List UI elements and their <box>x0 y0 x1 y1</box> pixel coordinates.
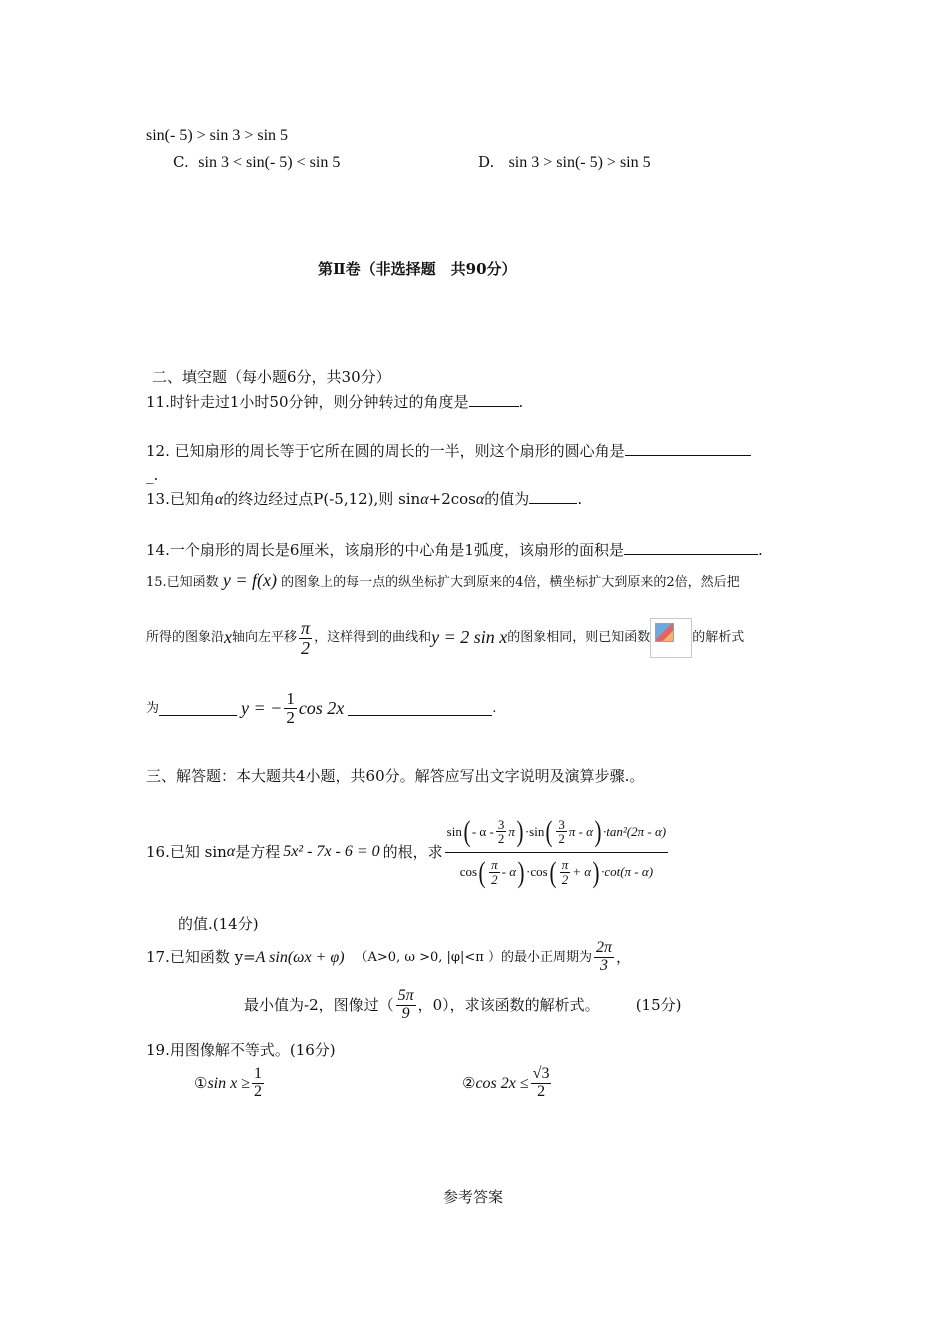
question-15-prefix: 15.已知函数 <box>146 575 219 590</box>
question-13-middle: 的终边经过点P(-5,12),则 sin <box>223 490 421 508</box>
paren-left: ( <box>549 855 557 889</box>
period-fraction <box>594 940 614 975</box>
question-13-end: . <box>577 490 583 508</box>
paren-right: ) <box>594 815 602 848</box>
inequality-1 <box>194 1066 266 1101</box>
fraction-numerator: 1 <box>286 689 295 708</box>
question-15-line-2e: 的解析式 <box>692 630 745 646</box>
answer-expression-15 <box>241 690 344 727</box>
question-12-text: 12. 已知扇形的周长等于它所在圆的周长的一半，则这个扇形的圆心角是 <box>146 442 625 460</box>
question-17-score: (15分) <box>635 996 682 1015</box>
circled-one: ① <box>194 1074 208 1093</box>
fraction-numerator: π <box>561 857 569 873</box>
choice-d <box>478 153 651 172</box>
answer-blank-13 <box>529 502 577 504</box>
fraction-pi-over-2 <box>560 858 571 886</box>
question-11-text: 11.时针走过1小时50分钟，则分钟转过的角度是 <box>146 393 469 411</box>
question-17-prefix: 17.已知函数 y= <box>146 948 256 967</box>
tan-term: ·tan²(2π - α) <box>603 823 667 839</box>
question-16 <box>146 816 670 888</box>
fraction-one-half <box>284 690 297 727</box>
cos-func: cos <box>459 864 478 880</box>
arg-part: π - α <box>568 823 594 839</box>
paren-right: ) <box>592 855 600 889</box>
choice-c-expression: sin 3 < sin(- 5) < sin 5 <box>198 154 341 171</box>
choice-c <box>173 153 340 172</box>
arg-part: - α - <box>471 823 494 839</box>
comma: ， <box>615 948 631 967</box>
fraction-denominator: 2 <box>537 1082 546 1100</box>
question-15-line-2d: 的图象相同，则已知函数 <box>507 630 651 646</box>
question-15-line-1-rest: 的图象上的每一点的纵坐标扩大到原来的4倍，横坐标扩大到原来的2倍，然后把 <box>281 575 740 590</box>
question-15-line-3 <box>146 690 496 727</box>
question-14 <box>146 541 763 559</box>
question-16-post: 的根，求 <box>382 843 443 861</box>
fraction-numerator: 5π <box>397 987 414 1004</box>
point-fraction <box>396 988 416 1023</box>
pi-symbol: π <box>508 823 515 839</box>
fraction-numerator: 2π <box>595 939 612 956</box>
question-15-line-3-end: . <box>492 700 497 716</box>
answer-blank-15a <box>159 714 237 716</box>
alpha-symbol: α <box>214 491 224 508</box>
fraction-three-halves <box>496 818 507 846</box>
fraction-denominator: 2 <box>558 831 565 847</box>
question-14-text: 14.一个扇形的周长是6厘米，该扇形的中心角是1弧度，该扇形的面积是 <box>146 541 624 559</box>
arg-part: + α <box>572 864 592 880</box>
answer-blank-14 <box>624 553 758 555</box>
cot-term: ·cot(π - α) <box>601 864 654 880</box>
question-19: 19.用图像解不等式。(16分) <box>146 1041 336 1059</box>
fraction-denominator: 9 <box>401 1004 410 1022</box>
paren-left: ( <box>463 815 471 848</box>
question-12 <box>146 442 751 460</box>
fraction-numerator: π <box>301 617 311 638</box>
question-17-line-2 <box>244 988 681 1023</box>
function-asin: A sin(ωx + φ) <box>255 948 345 966</box>
fraction-pi-over-2 <box>299 619 312 658</box>
fraction-one-half <box>252 1066 264 1101</box>
question-13-prefix: 13.已知角 <box>146 490 215 508</box>
question-15-line-2b: 轴向左平移 <box>232 630 298 646</box>
choice-d-label: D. <box>478 153 495 171</box>
circled-two: ② <box>462 1074 476 1093</box>
inequality-2 <box>462 1066 553 1101</box>
alpha-symbol: α <box>475 491 485 508</box>
section2-title: 第Ⅱ卷（非选择题 共90分） <box>318 260 517 278</box>
paren-right: ) <box>516 815 524 848</box>
question-12-continuation: _. <box>146 466 159 484</box>
question-14-end: . <box>757 541 763 559</box>
question-13-plus: +2cos <box>428 490 476 508</box>
answer-blank-12 <box>625 454 751 456</box>
answer-rhs: cos 2x <box>298 697 345 718</box>
arg-part: - α <box>501 864 517 880</box>
inequality-2-expr: cos 2x ≤ <box>475 1074 529 1092</box>
fraction-sqrt3-over-2 <box>531 1066 552 1101</box>
fraction-denominator: 2 <box>561 871 569 887</box>
function-y-equals-f-x: y = f(x) <box>222 570 277 590</box>
choice-b-expression: sin(- 5) > sin 3 > sin 5 <box>146 127 289 144</box>
question-17-line-2a: 最小值为-2，图像过（ <box>244 996 394 1015</box>
question-13-post: 的值为 <box>484 490 530 508</box>
question-15-line-2a: 所得的图象沿 <box>146 630 225 646</box>
fraction-numerator: √3 <box>532 1065 550 1082</box>
question-13 <box>146 490 582 509</box>
answer-lhs: y = − <box>241 697 283 718</box>
fraction-pi-over-2 <box>489 858 500 886</box>
fraction-denominator: 3 <box>599 956 608 974</box>
paren-left: ( <box>545 815 553 848</box>
broken-image-icon <box>650 618 692 658</box>
solve-heading: 三、解答题：本大题共4小题，共60分。解答应写出文字说明及演算步骤.。 <box>146 767 645 785</box>
question-11 <box>146 393 523 411</box>
fraction-numerator: 3 <box>558 816 565 832</box>
question-17-line-2b: ，0），求该函数的解析式。 <box>417 996 600 1015</box>
question-15-line-2c: ，这样得到的曲线和 <box>314 630 432 646</box>
fraction-numerator: π <box>491 857 498 873</box>
fraction-numerator: 3 <box>497 816 505 832</box>
question-16-middle: 是方程 <box>235 843 281 861</box>
fill-in-heading: 二、填空题（每小题6分，共30分） <box>152 368 391 386</box>
sin-func: ·sin <box>524 823 545 839</box>
fraction-denominator: 2 <box>254 1082 263 1100</box>
sin-func: sin <box>446 823 462 839</box>
fraction-denominator: 2 <box>286 707 295 727</box>
question-16-value-line: 的值.(14分) <box>178 915 259 933</box>
fraction-numerator <box>445 816 668 853</box>
fraction-three-halves <box>556 818 567 846</box>
question-17 <box>146 940 631 975</box>
question-15-line-3a: 为 <box>146 700 160 716</box>
alpha-symbol: α <box>226 843 236 861</box>
quadratic-equation: 5x² - 7x - 6 = 0 <box>283 843 380 861</box>
paren-left: ( <box>478 855 486 889</box>
alpha-symbol: α <box>420 491 429 508</box>
answers-heading: 参考答案 <box>443 1188 504 1206</box>
function-y-2sinx: y = 2 sin x <box>431 627 508 648</box>
cos-func: ·cos <box>526 864 548 880</box>
question-15-line-1 <box>146 570 740 592</box>
answer-blank-11 <box>469 405 519 407</box>
fraction-denominator <box>458 853 655 889</box>
choice-d-expression: sin 3 > sin(- 5) > sin 5 <box>508 154 651 171</box>
question-15-line-2 <box>146 618 744 658</box>
x-variable: x <box>224 627 233 648</box>
question-17-conditions: （A>0, ω >0, |φ|<π ）的最小正周期为 <box>354 949 592 965</box>
choice-c-label: C. <box>173 153 189 171</box>
paren-right: ) <box>517 855 525 889</box>
fraction-denominator: 2 <box>301 637 311 658</box>
trig-expression-fraction <box>445 816 668 888</box>
question-11-end: . <box>518 393 524 411</box>
fraction-numerator: 1 <box>254 1065 263 1082</box>
fraction-denominator: 2 <box>497 831 505 847</box>
question-16-prefix: 16.已知 sin <box>146 843 227 861</box>
fraction-denominator: 2 <box>491 871 498 887</box>
answer-blank-15b <box>348 714 492 716</box>
inequality-1-expr: sin x ≥ <box>207 1074 251 1092</box>
